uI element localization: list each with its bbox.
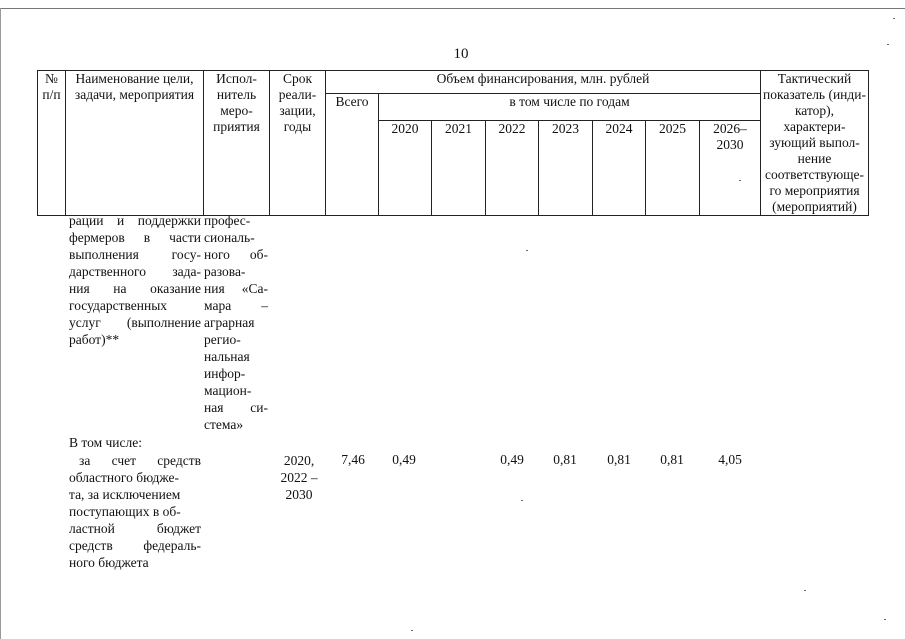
row2-name [69,452,201,571]
row1-name-line: выполнения госу- [69,247,201,262]
row2-name-line: областного бюдже- [69,470,179,485]
row2-including-label: В том числе: [69,435,142,450]
scan-speck [893,18,895,19]
row1-name-line: работ)** [69,332,120,347]
row1-executor-line: мара – [204,298,268,313]
header-year-2023: 2023 [539,121,593,216]
row1-executor [204,212,268,433]
row1-executor-line: ная си- [204,400,268,415]
header-num: № п/п [38,71,66,216]
row2-name-line: та, за исключением [69,487,181,502]
row1-executor-line: регио- [204,332,241,347]
header-name: Наименование цели, задачи, мероприятия [66,71,204,216]
header-year-2020: 2020 [379,121,432,216]
row1-name-line: услуг (выполнение [69,315,201,330]
header-total: Всего [326,94,379,216]
scan-speck [739,180,741,181]
row2-name-line: поступающих в об- [69,504,181,519]
header-year-2024: 2024 [593,121,646,216]
scan-speck [411,630,413,631]
row1-executor-line: аграрная [204,315,255,330]
row2-term-line: 2022 – [280,470,318,485]
row2-2020: 0,49 [392,452,416,467]
row1-executor-line: ния «Са- [204,281,268,296]
header-year-2022: 2022 [486,121,539,216]
row2-name-line: за счет средств [79,453,201,468]
row1-executor-line: нальная [204,349,250,364]
scan-speck [887,44,889,45]
scan-speck [804,590,806,591]
row2-term-line: 2020, [283,453,315,468]
row2-2022: 0,49 [500,452,524,467]
row2-2025: 0,81 [660,452,684,467]
scan-speck [526,250,528,251]
row2-name-line: ластной бюджет [69,521,201,536]
row1-name-line: дарственного зада- [69,264,201,279]
row2-name-line: средств федераль- [69,538,201,553]
scan-speck [521,500,523,501]
header-indicator: Тактический показатель (инди-катор), характери-зующий выпол-нение соответствующе-го мероприятия (мероприятий) [761,71,869,216]
scan-edge-top [0,8,905,9]
row1-name-line: государственных [69,298,168,313]
row1-executor-line: профес- [204,213,251,228]
row2-term-line: 2030 [285,487,313,502]
row2-term [272,452,326,503]
scan-edge-left [0,8,1,639]
row1-executor-line: стема» [204,417,244,432]
row1-executor-line: мацион- [204,383,252,398]
header-year-2026-2030: 2026–2030 [700,121,761,216]
row2-total: 7,46 [341,452,365,467]
row1-name-line: рации и поддержки [69,213,201,228]
row1-name-line: ния на оказание [69,281,201,296]
header-term: Срок реали-зации, годы [270,71,326,216]
row1-name-line: фермеров в части [69,230,201,245]
row1-name [69,212,201,348]
page-number: 10 [453,46,469,62]
header-by-years: в том числе по годам [379,94,761,121]
row1-executor-line: ного об- [204,247,268,262]
header-executor: Испол-нитель меро-приятия [204,71,270,216]
header-table [37,70,869,216]
row2-2024: 0,81 [607,452,631,467]
row1-executor-line: сиональ- [204,230,255,245]
header-financing: Объем финансирования, млн. рублей [326,71,761,94]
row2-2026-2030: 4,05 [718,452,742,467]
row1-executor-line: разова- [204,264,246,279]
row2-2023: 0,81 [553,452,577,467]
header-year-2025: 2025 [646,121,700,216]
header-year-2021: 2021 [432,121,486,216]
scan-speck [884,619,886,620]
row2-name-line: ного бюджета [69,555,149,570]
row1-executor-line: инфор- [204,366,246,381]
